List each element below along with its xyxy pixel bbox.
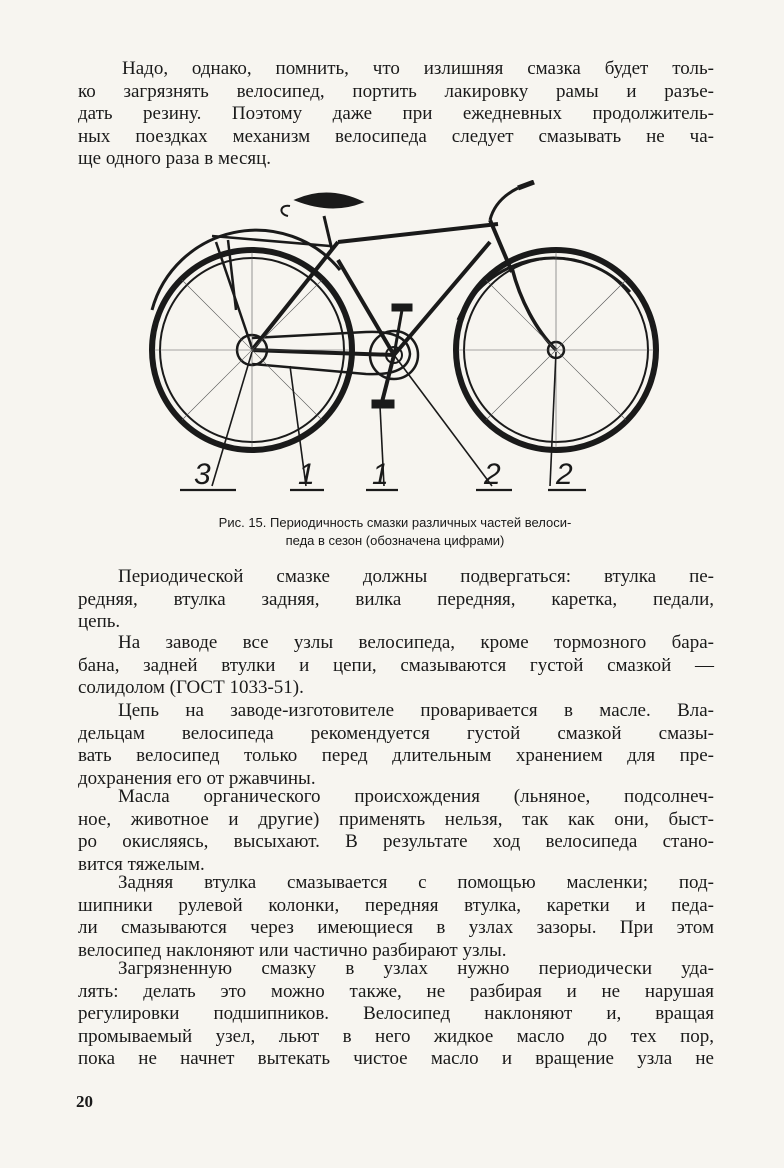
text-line: На заводе все узлы велосипеда, кроме тормозного бара-	[118, 632, 714, 653]
text-line: ко загрязнять велосипед, портить лакировку рамы и разъе-	[78, 80, 714, 102]
text-line: Периодической смазке должны подвергаться: втулка пе-	[118, 566, 714, 587]
callout-label: 3	[194, 458, 211, 491]
callout-label: 1	[298, 458, 315, 491]
text-line: бана, задней втулки и цепи, смазываются густой смазкой —	[78, 654, 714, 676]
body-paragraph	[78, 958, 714, 1071]
bicycle-illustration	[140, 180, 660, 510]
body-paragraph	[78, 700, 714, 790]
text-line: промываемый узел, льют в него жидкое масло до тех пор,	[78, 1025, 714, 1047]
text-line: вится тяжелым.	[78, 853, 205, 875]
text-line: ных поездках механизм велосипеда следует смазывать не ча-	[78, 125, 714, 147]
text-line: шипники рулевой колонки, передняя втулка, каретки и педа-	[78, 894, 714, 916]
text-line: дохранения его от ржавчины.	[78, 767, 316, 789]
text-line: ное, животное и другие) применять нельзя, так как они, быст-	[78, 808, 714, 830]
body-paragraph	[78, 632, 714, 700]
caption-line: педа в сезон (обозначена цифрами)	[285, 533, 505, 548]
text-line: Загрязненную смазку в узлах нужно периодически уда-	[118, 958, 714, 979]
text-line: дать резину. Поэтому даже при ежедневных продолжитель-	[78, 103, 714, 124]
figure-caption	[130, 514, 660, 550]
callout-label: 2	[556, 458, 573, 491]
text-line: лять: делать это можно также, не разбирая и не нарушая	[78, 980, 714, 1002]
text-line: Цепь на заводе-изготовителе проваривается в масле. Вла-	[118, 700, 714, 721]
text-line: ще одного раза в месяц.	[78, 148, 272, 169]
page-number: 20	[76, 1092, 93, 1111]
pedal-lower	[372, 400, 394, 408]
caption-line: Рис. 15. Периодичность смазки различных частей велоси-	[218, 515, 572, 530]
body-paragraph	[78, 786, 714, 876]
pedal-upper	[392, 304, 412, 311]
text-line: цепь.	[78, 611, 121, 632]
text-line: редняя, втулка задняя, вилка передняя, каретка, педали,	[78, 588, 714, 610]
text-line: Задняя втулка смазывается с помощью масленки; под-	[118, 872, 714, 893]
text-line: ро окисляясь, высыхают. В результате ход велосипеда стано-	[78, 831, 714, 852]
text-line: Масла органического происхождения (льняное, подсолнеч-	[118, 786, 714, 807]
text-line: вать велосипед только перед длительным хранением для пре-	[78, 745, 714, 766]
body-paragraph	[78, 566, 714, 634]
text-line: дельцам велосипеда рекомендуется густой смазкой смазы-	[78, 722, 714, 744]
text-line: регулировки подшипников. Велосипед наклоняют и, вращая	[78, 1003, 714, 1024]
callout-label: 1	[372, 458, 389, 491]
intro-paragraph	[78, 58, 714, 171]
callout-label: 2	[484, 458, 501, 491]
text-line: солидолом (ГОСТ 1033-51).	[78, 677, 304, 698]
text-line: велосипед наклоняют или частично разбирают узлы.	[78, 939, 507, 961]
text-line: пока не начнет вытекать чистое масло и вращение узла не	[78, 1048, 714, 1069]
text-line: Надо, однако, помнить, что излишняя смазка будет толь-	[122, 58, 714, 79]
body-paragraph	[78, 872, 714, 962]
saddle	[296, 193, 362, 207]
text-line: ли смазываются через имеющиеся в узлах зазоры. При этом	[78, 917, 714, 938]
